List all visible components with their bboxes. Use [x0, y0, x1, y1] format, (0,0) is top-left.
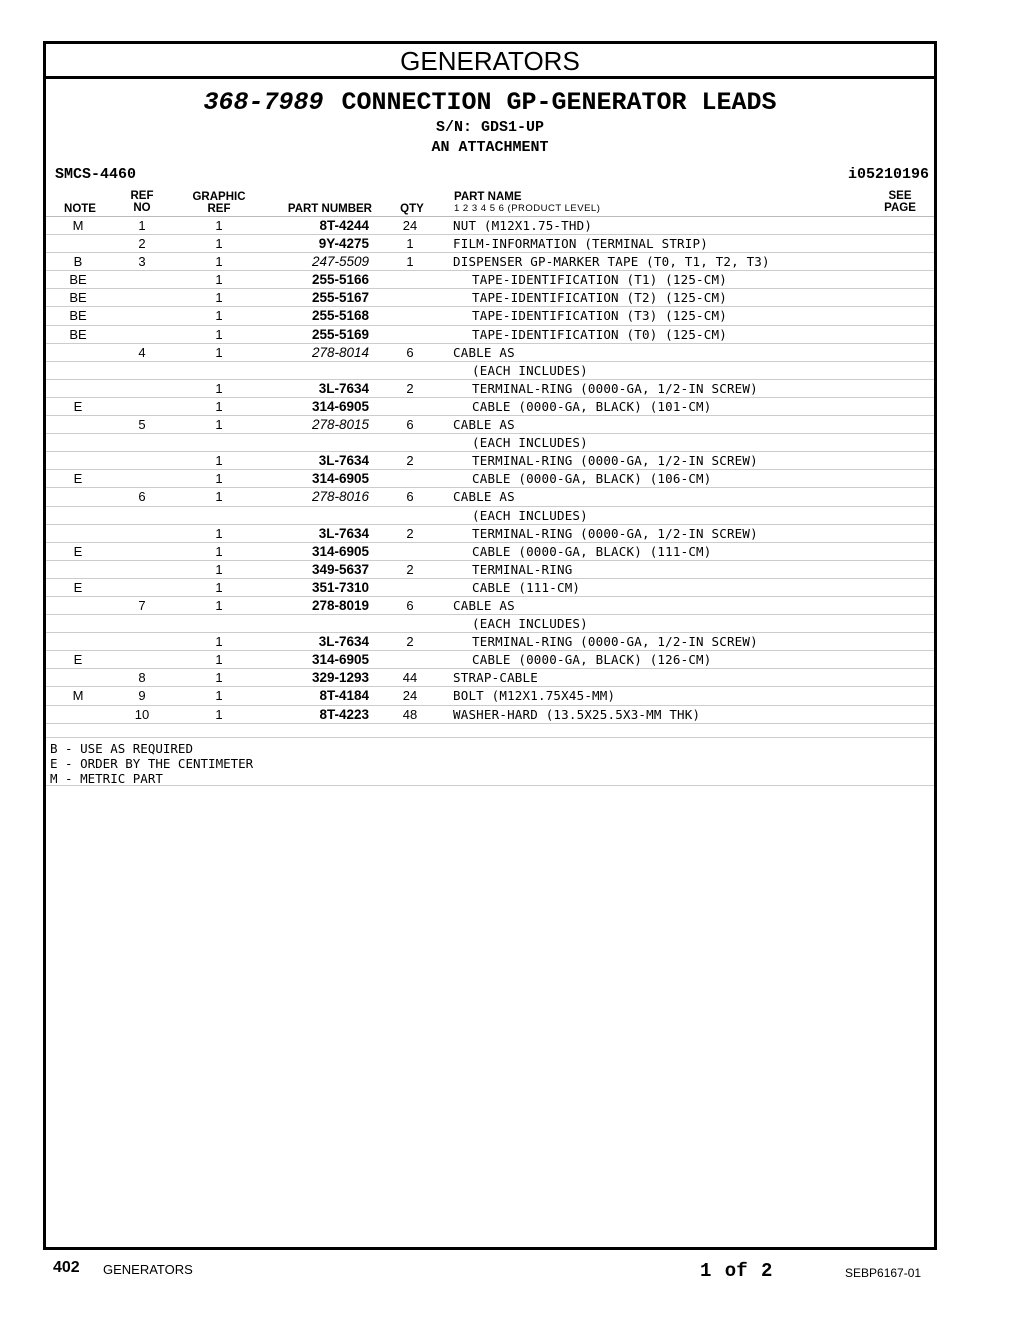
table-row [46, 380, 934, 398]
graphic-ref-cell: 1 [215, 344, 223, 360]
graphic-ref-cell: 1 [215, 652, 223, 668]
part-number-cell: 278-8014 [311, 344, 369, 360]
header-graphic-bottom: REF [207, 203, 231, 215]
header-part-number: PART NUMBER [287, 203, 372, 215]
graphic-ref-cell: 1 [215, 218, 223, 233]
part-name-cell: TERMINAL-RING (0000-GA, 1/2-IN SCREW) [472, 453, 758, 469]
part-name-cell: TAPE-IDENTIFICATION (T3) (125-CM) [472, 308, 727, 324]
graphic-ref-cell: 1 [215, 561, 223, 577]
qty-cell: 6 [406, 344, 414, 360]
part-name-cell: NUT (M12X1.75-THD) [453, 218, 593, 233]
group-name: CONNECTION GP-GENERATOR LEADS [341, 88, 777, 117]
smcs-code: SMCS-4460 [55, 166, 137, 183]
part-number-cell: 3L-7634 [318, 634, 369, 650]
header-see-bottom: PAGE [884, 202, 916, 214]
part-number-cell: 278-8015 [311, 417, 369, 433]
header-graphic-top: GRAPHIC [192, 191, 246, 203]
part-name-cell: DISPENSER GP-MARKER TAPE (T0, T1, T2, T3) [453, 254, 770, 270]
illustration-id: i05210196 [847, 166, 929, 183]
notes-divider-top [46, 737, 934, 738]
graphic-ref-cell: 1 [215, 706, 223, 722]
ref-no-cell: 9 [138, 688, 146, 704]
graphic-ref-cell: 1 [215, 688, 223, 704]
notes-legend [50, 741, 934, 786]
note-cell: E [73, 543, 83, 559]
part-name-cell: CABLE AS [453, 489, 515, 505]
table-row [46, 687, 934, 705]
table-row [46, 307, 934, 325]
qty-cell: 44 [402, 670, 418, 686]
table-row [46, 289, 934, 307]
part-number-cell: 329-1293 [311, 670, 369, 686]
table-row [46, 344, 934, 362]
qty-cell: 1 [406, 236, 414, 252]
table-row [46, 579, 934, 597]
graphic-ref-cell: 1 [215, 398, 223, 414]
note-cell: B [73, 254, 83, 270]
table-row [46, 615, 934, 633]
header-ref [124, 190, 160, 214]
table-row [46, 525, 934, 543]
part-name-cell: (EACH INCLUDES) [472, 616, 588, 632]
part-name-cell: CABLE (0000-GA, BLACK) (111-CM) [472, 543, 712, 559]
part-number-cell: 314-6905 [311, 652, 369, 668]
ref-no-cell: 7 [138, 597, 146, 613]
note-cell: BE [69, 290, 87, 306]
ref-no-cell: 3 [138, 254, 146, 270]
qty-cell: 24 [402, 688, 418, 704]
table-row [46, 235, 934, 253]
part-name-cell: CABLE AS [453, 597, 515, 613]
part-name-cell: WASHER-HARD (13.5X25.5X3-MM THK) [453, 706, 701, 722]
part-number-cell: 8T-4244 [319, 218, 369, 233]
part-number-cell: 349-5637 [311, 561, 369, 577]
header-ref-top: REF [130, 190, 154, 202]
table-row [46, 326, 934, 344]
ref-no-cell: 5 [138, 417, 146, 433]
table-row [46, 416, 934, 434]
qty-cell: 6 [406, 597, 414, 613]
note-cell: BE [69, 272, 87, 288]
group-title [46, 88, 934, 118]
graphic-ref-cell: 1 [215, 272, 223, 288]
part-number-cell: 3L-7634 [318, 525, 369, 541]
part-number-cell: 255-5169 [311, 326, 369, 342]
graphic-ref-cell: 1 [215, 236, 223, 252]
ref-no-cell: 8 [138, 670, 146, 686]
note-cell: M [72, 218, 84, 233]
attachment-label: AN ATTACHMENT [431, 139, 549, 156]
part-number-cell: 255-5166 [311, 272, 369, 288]
part-name-cell: TAPE-IDENTIFICATION (T1) (125-CM) [472, 272, 727, 288]
graphic-ref-cell: 1 [215, 453, 223, 469]
part-name-cell: CABLE AS [453, 417, 515, 433]
header-part-name: PART NAME [454, 191, 522, 203]
part-name-cell: TAPE-IDENTIFICATION (T0) (125-CM) [472, 326, 727, 342]
qty-cell: 24 [402, 218, 418, 233]
graphic-ref-cell: 1 [215, 417, 223, 433]
table-row [46, 597, 934, 615]
part-number-cell: 314-6905 [311, 543, 369, 559]
table-row [46, 217, 934, 235]
note-cell: E [73, 471, 83, 487]
footer-section: GENERATORS [103, 1262, 193, 1277]
graphic-ref-cell: 1 [215, 670, 223, 686]
part-number-cell: 255-5167 [311, 290, 369, 306]
part-name-cell: TERMINAL-RING [472, 561, 573, 577]
table-row [46, 651, 934, 669]
part-name-cell: FILM-INFORMATION (TERMINAL STRIP) [453, 236, 708, 252]
graphic-ref-cell: 1 [215, 634, 223, 650]
part-number-cell: 278-8016 [311, 489, 369, 505]
part-name-cell: (EACH INCLUDES) [472, 435, 588, 451]
qty-cell: 2 [406, 453, 414, 469]
footer-page-of: 1 of 2 [700, 1260, 773, 1282]
graphic-ref-cell: 1 [215, 254, 223, 270]
ref-no-cell: 2 [138, 236, 146, 252]
notes-divider-bottom [46, 785, 934, 786]
part-name-cell: STRAP-CABLE [453, 670, 538, 686]
note-cell: BE [69, 308, 87, 324]
note-cell: E [73, 652, 83, 668]
part-name-cell: CABLE (0000-GA, BLACK) (126-CM) [472, 652, 712, 668]
graphic-ref-cell: 1 [215, 525, 223, 541]
ref-no-cell: 4 [138, 344, 146, 360]
qty-cell: 2 [406, 561, 414, 577]
page-frame [43, 41, 937, 1250]
part-name-cell: (EACH INCLUDES) [472, 362, 588, 378]
part-name-cell: CABLE (111-CM) [472, 579, 581, 595]
part-number-cell: 278-8019 [311, 597, 369, 613]
qty-cell: 48 [402, 706, 418, 722]
part-number-cell: 247-5509 [311, 254, 369, 270]
group-number: 368-7989 [203, 88, 324, 117]
part-name-cell: CABLE (0000-GA, BLACK) (101-CM) [472, 398, 712, 414]
qty-cell: 2 [406, 634, 414, 650]
graphic-ref-cell: 1 [215, 326, 223, 342]
table-row [46, 543, 934, 561]
graphic-ref-cell: 1 [215, 597, 223, 613]
note-legend-line: B - USE AS REQUIRED [50, 741, 193, 756]
table-row [46, 470, 934, 488]
header-note: NOTE [64, 203, 96, 215]
part-number-cell: 255-5168 [311, 308, 369, 324]
part-name-cell: TERMINAL-RING (0000-GA, 1/2-IN SCREW) [472, 634, 758, 650]
header-see-page [876, 190, 924, 214]
table-row [46, 452, 934, 470]
part-number-cell: 8T-4223 [319, 706, 369, 722]
part-name-cell: (EACH INCLUDES) [472, 507, 588, 523]
note-cell: M [72, 688, 84, 704]
table-row [46, 434, 934, 452]
part-name-cell: CABLE (0000-GA, BLACK) (106-CM) [472, 471, 712, 487]
table-row [46, 271, 934, 289]
graphic-ref-cell: 1 [215, 579, 223, 595]
table-row [46, 362, 934, 380]
table-row [46, 507, 934, 525]
ref-no-cell: 6 [138, 489, 146, 505]
table-row [46, 561, 934, 579]
table-row [46, 398, 934, 416]
header-graphic [186, 191, 252, 215]
graphic-ref-cell: 1 [215, 380, 223, 396]
note-cell: E [73, 398, 83, 414]
parts-table [46, 217, 934, 724]
part-name-cell: TAPE-IDENTIFICATION (T2) (125-CM) [472, 290, 727, 306]
qty-cell: 2 [406, 380, 414, 396]
table-row [46, 633, 934, 651]
graphic-ref-cell: 1 [215, 290, 223, 306]
qty-cell: 2 [406, 525, 414, 541]
qty-cell: 1 [406, 254, 414, 270]
serial-range: S/N: GDS1-UP [435, 119, 545, 136]
part-name-cell: BOLT (M12X1.75X45-MM) [453, 688, 616, 704]
header-product-levels: 1 2 3 4 5 6 (PRODUCT LEVEL) [454, 203, 601, 214]
part-number-cell: 3L-7634 [318, 453, 369, 469]
ref-no-cell: 1 [138, 218, 146, 233]
part-number-cell: 351-7310 [311, 579, 369, 595]
table-row [46, 669, 934, 687]
part-name-cell: TERMINAL-RING (0000-GA, 1/2-IN SCREW) [472, 525, 758, 541]
part-number-cell: 3L-7634 [318, 380, 369, 396]
note-cell: BE [69, 326, 87, 342]
header-see-top: SEE [888, 190, 912, 202]
part-number-cell: 314-6905 [311, 398, 369, 414]
footer-page-number: 402 [53, 1259, 80, 1276]
graphic-ref-cell: 1 [215, 471, 223, 487]
table-row [46, 488, 934, 506]
qty-cell: 6 [406, 489, 414, 505]
header-ref-bottom: NO [133, 202, 151, 214]
table-row [46, 253, 934, 271]
part-name-cell: TERMINAL-RING (0000-GA, 1/2-IN SCREW) [472, 380, 758, 396]
table-row [46, 706, 934, 724]
section-title: GENERATORS [46, 44, 934, 79]
ref-no-cell: 10 [134, 706, 150, 722]
footer-doc-number: SEBP6167-01 [845, 1266, 922, 1280]
part-number-cell: 8T-4184 [319, 688, 369, 704]
graphic-ref-cell: 1 [215, 489, 223, 505]
part-name-cell: CABLE AS [453, 344, 515, 360]
note-legend-line: M - METRIC PART [50, 771, 163, 786]
part-number-cell: 314-6905 [311, 471, 369, 487]
note-legend-line: E - ORDER BY THE CENTIMETER [50, 756, 254, 771]
graphic-ref-cell: 1 [215, 308, 223, 324]
note-cell: E [73, 579, 83, 595]
qty-cell: 6 [406, 417, 414, 433]
graphic-ref-cell: 1 [215, 543, 223, 559]
part-number-cell: 9Y-4275 [318, 236, 369, 252]
header-qty: QTY [400, 203, 424, 215]
